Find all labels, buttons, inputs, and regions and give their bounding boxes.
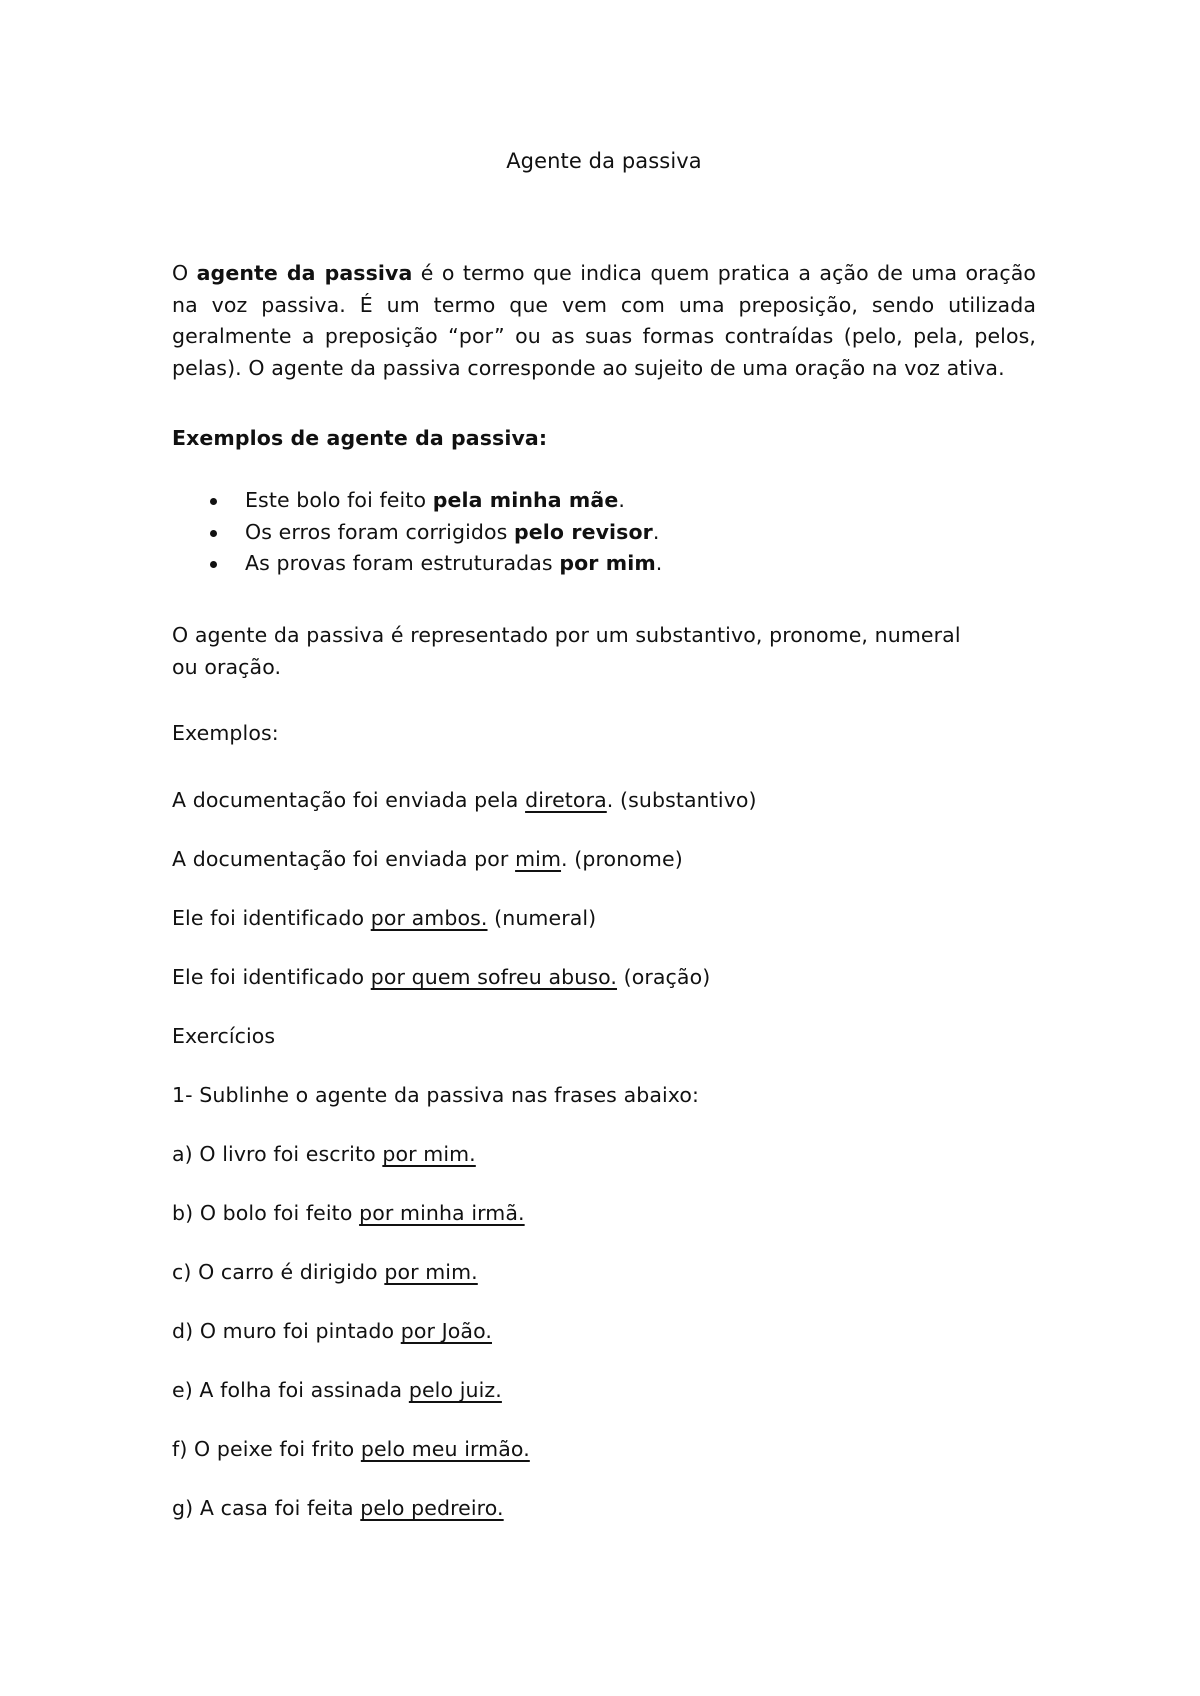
exercise-agent: por João.: [400, 1319, 492, 1343]
exercise-sentence: c) O carro é dirigido: [172, 1260, 385, 1284]
bullet-icon: [210, 498, 217, 505]
examples-label: Exemplos:: [172, 721, 279, 745]
exercise-item: [172, 1139, 1036, 1171]
exercise-agent: pelo juiz.: [408, 1378, 502, 1402]
exercise-agent: pelo meu irmão.: [360, 1437, 530, 1461]
bullet-end: .: [655, 551, 663, 575]
bullet-end: .: [618, 488, 625, 512]
intro-part-1: O: [172, 261, 197, 285]
exercise-agent: por mim.: [384, 1260, 478, 1284]
exercise-sentence: b) O bolo foi feito: [172, 1201, 360, 1225]
examples-bullet-list: [172, 485, 662, 580]
type-example-post: . (substantivo): [606, 788, 757, 812]
type-example-post: . (pronome): [561, 847, 683, 871]
intro-paragraph: [172, 258, 1036, 384]
type-example-line: [172, 903, 1036, 935]
type-example-line: [172, 785, 1036, 817]
exercise-agent: pelo pedreiro.: [360, 1496, 504, 1520]
exercise-sentence: e) A folha foi assinada: [172, 1378, 409, 1402]
exercise-sentence: g) A casa foi feita: [172, 1496, 361, 1520]
type-example-pre: A documentação foi enviada pela: [172, 788, 526, 812]
bullet-icon: [210, 561, 217, 568]
bullet-item: [172, 485, 662, 517]
page-title: Agente da passiva: [506, 149, 702, 173]
exercise-item: [172, 1257, 1036, 1289]
exercise-sentence: a) O livro foi escrito: [172, 1142, 383, 1166]
exercise-item: [172, 1375, 1036, 1407]
type-example-post: (numeral): [487, 906, 597, 930]
intro-part-2: é o termo que indica quem pratica a ação de uma oração na voz passiva. É um termo que vem com uma preposição, sendo utilizada geralmente a preposição “por” ou as suas formas contraídas (pelo, pela, pelos, pelas). O agente da passiva corresponde ao sujeito de uma oração na voz ativa.: [172, 261, 1037, 380]
bullet-text: As provas foram estruturadas: [245, 551, 560, 575]
type-example-line: [172, 844, 1036, 876]
exercise-prompt: 1- Sublinhe o agente da passiva nas frases abaixo:: [172, 1083, 700, 1107]
type-example-pre: Ele foi identificado: [172, 965, 371, 989]
bullet-agent: por mim: [559, 551, 656, 575]
exercise-sentence: f) O peixe foi frito: [172, 1437, 361, 1461]
exercise-sentence: d) O muro foi pintado: [172, 1319, 401, 1343]
bullet-text: Este bolo foi feito: [245, 488, 433, 512]
exercise-item: [172, 1434, 1036, 1466]
exercise-agent: por mim.: [382, 1142, 476, 1166]
exercise-item: [172, 1493, 1036, 1525]
bullet-end: .: [652, 519, 660, 544]
bullet-agent: pelo revisor: [514, 519, 653, 544]
bullet-icon: [210, 530, 217, 537]
type-example-pre: Ele foi identificado: [172, 906, 371, 930]
intro-term: agente da passiva: [196, 261, 413, 285]
type-example-pre: A documentação foi enviada por: [172, 847, 516, 871]
exercise-item: [172, 1316, 1036, 1348]
bullet-item: [172, 517, 662, 549]
exercises-label: Exercícios: [172, 1024, 276, 1048]
bullet-agent: pela minha mãe: [432, 488, 619, 512]
type-example-agent: diretora: [525, 788, 607, 812]
exercise-agent: por minha irmã.: [359, 1201, 525, 1225]
bullet-item: [172, 548, 662, 580]
type-example-agent: por quem sofreu abuso.: [370, 965, 618, 989]
type-example-post: (oração): [617, 965, 711, 989]
type-example-line: [172, 962, 1036, 994]
type-example-agent: por ambos.: [370, 906, 488, 930]
examples-heading: Exemplos de agente da passiva:: [172, 426, 548, 450]
representation-paragraph: O agente da passiva é representado por um substantivo, pronome, numeral ou oração.: [172, 623, 961, 679]
type-example-agent: mim: [515, 847, 562, 871]
exercise-item: [172, 1198, 1036, 1230]
bullet-text: Os erros foram corrigidos: [245, 519, 515, 544]
